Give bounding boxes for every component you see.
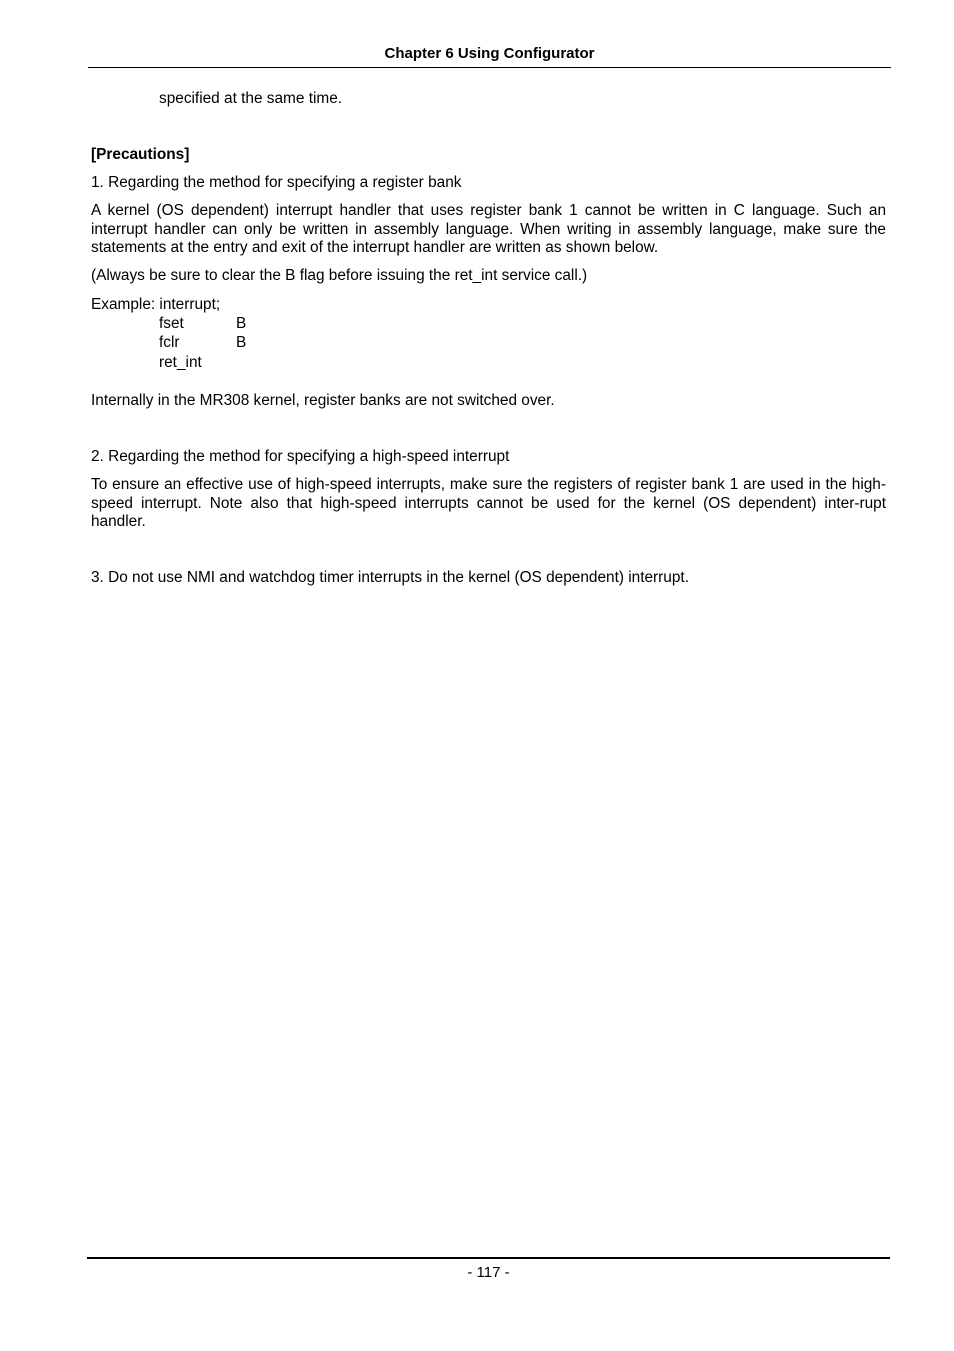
code-operand: B bbox=[236, 334, 247, 351]
page-number: - 117 - bbox=[467, 1264, 510, 1281]
header-divider bbox=[88, 67, 891, 68]
item1-paragraph: A kernel (OS dependent) interrupt handler that uses register bank 1 cannot be written in C language. Such an interrupt handler can only be written in assembly language. When writing in assembly language, make sure the statements at the entry and exit of the interrupt handler are written as shown below. bbox=[91, 202, 886, 257]
continuation-text: specified at the same time. bbox=[159, 90, 343, 107]
chapter-title: Chapter 6 Using Configurator bbox=[384, 45, 595, 62]
code-instruction: ret_int bbox=[159, 354, 202, 371]
item3-heading: 3. Do not use NMI and watchdog timer interrupts in the kernel (OS dependent) interrupt. bbox=[91, 569, 689, 586]
code-instruction: fset bbox=[159, 315, 184, 332]
precautions-heading: [Precautions] bbox=[91, 146, 190, 163]
example-label: Example: interrupt; bbox=[91, 296, 221, 313]
item2-heading: 2. Regarding the method for specifying a high-speed interrupt bbox=[91, 448, 510, 465]
item1-heading: 1. Regarding the method for specifying a register bank bbox=[91, 174, 462, 191]
item2-paragraph: To ensure an effective use of high-speed interrupts, make sure the registers of register bank 1 are used in the high-speed interrupt. Note also that high-speed interrupts cannot be used for the kernel (OS dependent) inter-rupt handler. bbox=[91, 476, 886, 531]
item1-note: (Always be sure to clear the B flag before issuing the ret_int service call.) bbox=[91, 267, 588, 284]
item1-closing: Internally in the MR308 kernel, register banks are not switched over. bbox=[91, 392, 555, 409]
footer-divider bbox=[87, 1257, 890, 1259]
code-instruction: fclr bbox=[159, 334, 180, 351]
code-operand: B bbox=[236, 315, 247, 332]
